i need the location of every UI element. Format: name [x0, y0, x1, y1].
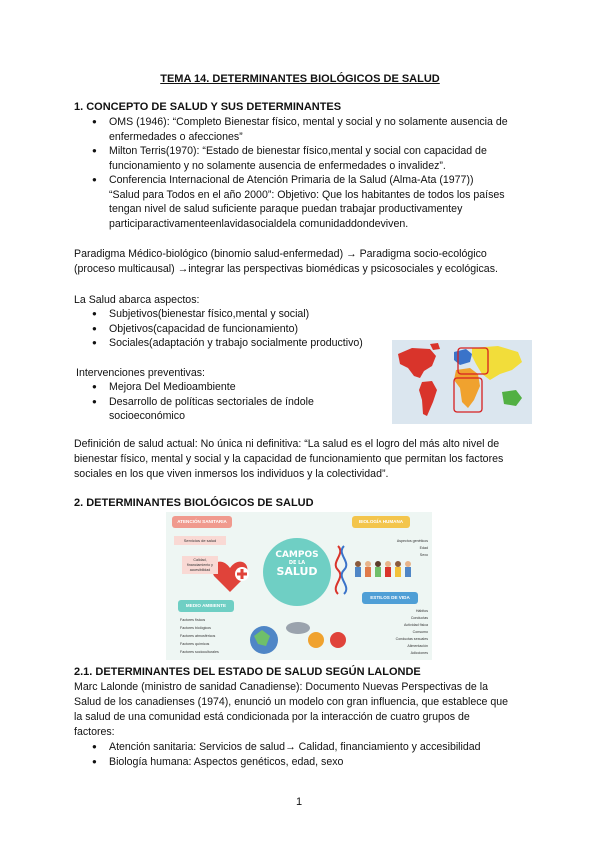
paradigm-paragraph: Paradigma Médico-biológico (binomio salud-enfermedad) → Paradigma socio-ecológico (proceso multicausal) →integrar las perspectivas biomédicas y psicosociales y ecológicas.	[74, 248, 498, 275]
definition-paragraph: Definición de salud actual: No única ni definitiva: “La salud es el logro del más alto nivel de bienestar físico, mental y social y la capacidad de funcionamiento que permitan los factores sociales en los que viven inmersos los individuos y la colectividad”.	[74, 438, 504, 480]
bio-items: Aspectos genéticos Edad Sexo	[396, 539, 428, 557]
list-item: ● Conferencia Internacional de Atención Primaria de la Salud (Alma-Ata (1977)) “Salud para Todos en el año 2000”: Objetivo: Que los habitantes de todos los países tengan nivel de salud suficiente paraque puedan trabajar productivamentey participaractivamenteenlavidasocialdela comunidaddondeviven.	[92, 173, 532, 231]
life-items: Hábitos Conductas Actividad física Consumo Conductas sexuales Alimentación Adicciones	[395, 609, 428, 655]
list-item: ● Milton Terris(1970): “Estado de bienestar físico,mental y social con capacidad de funcionamiento y no solamente ausencia de enfermedades o invalidez”.	[92, 144, 532, 173]
list-item: ● Subjetivos(bienestar físico,mental y social)	[92, 307, 392, 322]
env-items: Factores físicos Factores biológicos Factores atmosféricos Factores químicos Factores socioculturales	[180, 618, 219, 654]
aspects-intro: La Salud abarca aspectos:	[74, 294, 200, 306]
life-box: ESTILOS DE VIDA	[362, 592, 418, 604]
list-item: ● Objetivos(capacidad de funcionamiento)	[92, 322, 392, 337]
list-item: ● Biología humana: Aspectos genéticos, edad, sexo	[92, 755, 532, 770]
section1-heading: 1. CONCEPTO DE SALUD Y SUS DETERMINANTES	[74, 101, 342, 113]
page-title: TEMA 14. DETERMINANTES BIOLÓGICOS DE SALUD	[160, 73, 440, 85]
lalonde-factors-list	[92, 740, 532, 769]
lalonde-paragraph: Marc Lalonde (ministro de sanidad Canadiense): Documento Nuevas Perspectivas de la Salud de los canadienses (1974), enunció un modelo con gran influencia, que establece que la salud de una comunidad está condicionada por la interacción de cuatro grupos de factores:	[74, 681, 509, 738]
interventions-list	[92, 380, 372, 424]
bio-box: BIOLOGÍA HUMANA	[352, 516, 410, 528]
list-item: ● Mejora Del Medioambiente	[92, 380, 372, 395]
list-item: ● Desarrollo de políticas sectoriales de índole socioeconómico	[92, 395, 372, 424]
section21-heading: 2.1. DETERMINANTES DEL ESTADO DE SALUD SEGÚN LALONDE	[74, 666, 421, 678]
care-item: Servicios de salud	[174, 536, 226, 545]
cloud-icon	[286, 622, 310, 634]
section1-definitions-list	[92, 115, 532, 231]
list-item: ● Sociales(adaptación y trabajo socialmente productivo)	[92, 336, 392, 351]
page-number: 1	[296, 796, 303, 808]
aspects-list	[92, 307, 392, 351]
center-label: CAMPOS DE LA SALUD	[275, 550, 319, 578]
section2-heading: 2. DETERMINANTES BIOLÓGICOS DE SALUD	[74, 497, 314, 509]
care-box: ATENCIÓN SANITARIA	[172, 516, 232, 528]
world-map-image	[392, 340, 532, 424]
health-fields-infographic	[166, 512, 432, 660]
care-item: Calidad, financiamiento y accesibilidad	[182, 556, 218, 574]
list-item: ● OMS (1946): “Completo Bienestar físico, mental y social y no solamente ausencia de enfermedades o afecciones”	[92, 115, 532, 144]
interventions-intro: Intervenciones preventivas:	[76, 367, 205, 379]
person-icon	[308, 632, 324, 648]
person-icon	[330, 632, 346, 648]
env-box: MEDIO AMBIENTE	[178, 600, 234, 612]
list-item: ● Atención sanitaria: Servicios de salud→ Calidad, financiamiento y accesibilidad	[92, 740, 532, 755]
